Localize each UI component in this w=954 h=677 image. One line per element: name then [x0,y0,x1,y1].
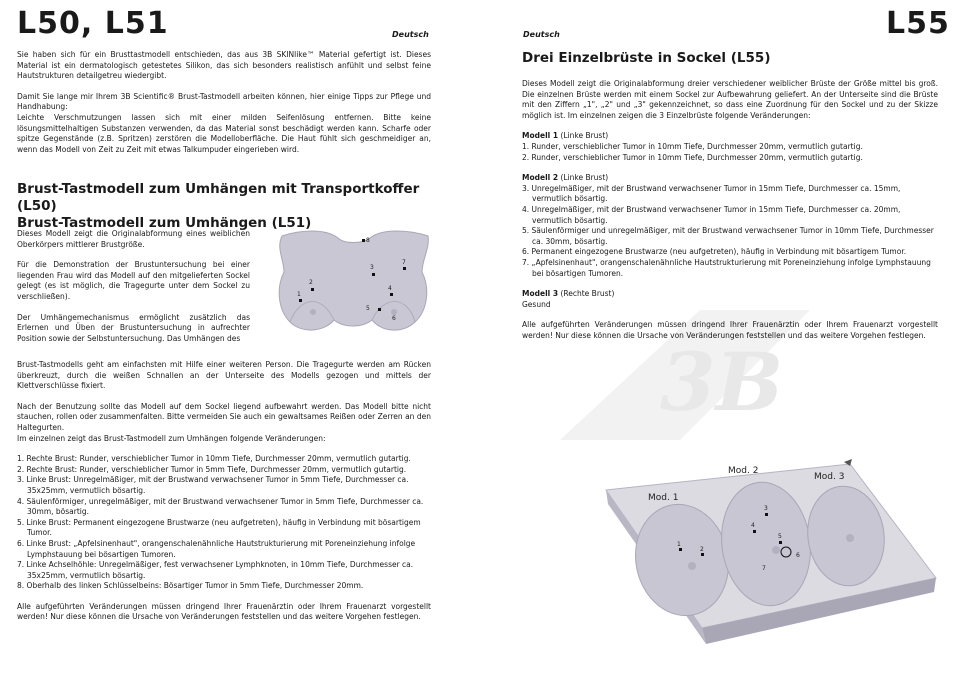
list-item: 6. Permanent eingezogene Brustwarze (neu aufgetreten), häufig in Verbindung mit bösartigem Tumor. [522,247,907,257]
page-title-left: L50, L51 [17,6,169,41]
model-1-side: (Linke Brust) [560,131,609,141]
model-1-title: Modell 1 [522,131,559,141]
list-item: 7. „Apfelsinenhaut", orangenschalenähnliche Hautstrukturierung mit Poreneinziehung infolge Lymphstauung bei bösartigen Tumoren. [522,257,931,278]
list-item: 4. Säulenförmiger, unregelmäßiger, mit der Brustwand verwachsener Tumor in 5mm Tiefe, Durchmesser ca. 30mm, bösartig. [17,496,424,517]
language-label-left: Deutsch [392,30,429,39]
list-item: 5. Linke Brust: Permanent eingezogene Brustwarze (neu aufgetreten), häufig in Verbindung mit bösartigem Tumor. [17,517,421,538]
nipple-model-3 [846,534,854,542]
list-item: 6. Linke Brust: „Apfelsinenhaut", orangenschalenähnliche Hautstrukturierung mit Poreneinziehung infolge Lymphstauung bei bösartigen Tumoren. [17,538,416,559]
changes-intro: Im einzelnen zeigt das Brust-Tastmodell zum Umhängen folgende Veränderungen: [17,433,326,443]
tray-label-1: 1 [677,541,681,548]
language-label-right: Deutsch [523,30,560,39]
torso-label-5: 5 [366,305,370,312]
torso-label-6: 6 [392,315,396,322]
model-2-list [522,184,938,279]
closing-paragraph-right: Alle aufgeführten Veränderungen müssen dringend Ihrer Frauenärztin oder Ihrem Frauenarzt vorgestellt werden! Nur diese können die Ursache von Veränderungen feststellen und das weitere Vorgehen festlegen. [522,320,938,340]
intro-paragraph-3: Leichte Verschmutzungen lassen sich mit einer milden Seifenlösung entfernen. Bitte keine lösungsmittelhaltigen Substanzen verwenden, da das Material sonst beschädigt werden kann. Scharfe oder spitze Gegenstände (z.B. Spritzen) zerstören die Modelloberfläche. Die Haut fühlt sich geschmeidiger an, wenn das Modell von Zeit zu Zeit mit etwas Talkumpuder eingerieben wird. [17,112,431,154]
list-item: 2. Rechte Brust: Runder, verschieblicher Tumor in 5mm Tiefe, Durchmesser 20mm, vermutlich gutartig. [17,464,407,474]
section-heading-left [17,181,437,232]
watermark-text: 3B [660,335,784,429]
torso-label-7: 7 [402,259,406,266]
tray-illustration [600,458,940,668]
intro-paragraph-2: Damit Sie lange mir Ihrem 3B Scientific® Brust-Tastmodell arbeiten können, hier einige Tipps zur Pflege und Handhabung: [17,91,431,112]
torso-label-8: 8 [366,237,370,244]
column-paragraph-3: Der Umhängemechanismus ermöglicht zusätzlich das Erlernen und Üben der Brustuntersuchung in aufrechter Position sowie der Selbstuntersuchung. Das Umhängen des [17,312,250,343]
list-item: 7. Linke Achselhöhle: Unregelmäßiger, fest verwachsener Lymphknoten, in 10mm Tiefe, Durchmesser ca. 35x25mm, vermutlich bösartig. [17,560,414,580]
column-paragraph-1: Dieses Modell zeigt die Originalabformung eines weiblichen Oberkörpers mittlerer Brustgröße. [17,229,250,249]
model-3-title: Modell 3 [522,289,559,299]
list-item: 2. Runder, verschieblicher Tumor in 10mm Tiefe, Durchmesser 20mm, vermutlich gutartig. [522,152,863,162]
list-item: 1. Rechte Brust: Runder, verschieblicher Tumor in 10mm Tiefe, Durchmesser 20mm, vermutlich gutartig. [17,454,411,464]
model-1-heading [522,131,938,142]
mod-1-label: Mod. 1 [648,493,679,503]
tray-label-7: 7 [762,565,766,572]
torso-label-3: 3 [370,264,374,271]
heading-l55: Drei Einzelbrüste in Sockel (L55) [522,50,771,66]
mod-3-label: Mod. 3 [814,472,845,482]
model-3-side: (Rechte Brust) [560,289,615,299]
heading-l50: Brust-Tastmodell zum Umhängen mit Transportkoffer (L50) [17,181,420,214]
list-item: 5. Säulenförmiger und unregelmäßiger, mit der Brustwand verwachsener Tumor in 10mm Tiefe, Durchmesser ca. 30mm, bösartig. [522,226,934,246]
closing-paragraph-left: Alle aufgeführten Veränderungen müssen dringend Ihrer Frauenärztin oder Ihrem Frauenarzt vorgestellt werden! Nur diese können die Ursache von Veränderungen feststellen und das weitere Vorgehen festlegen. [17,601,431,622]
torso-label-1: 1 [297,291,301,298]
nipple-model-2 [772,546,780,554]
page-title-right: L55 [886,6,950,41]
intro-block [17,50,431,155]
model-3-text: Gesund [522,299,551,309]
narrow-column [17,229,250,344]
model-1-list [522,142,938,163]
l55-intro: Dieses Modell zeigt die Originalabformung dreier verschiedener weiblicher Brüste der Größe mittel bis groß. Die einzelnen Brüste werden mit einem Sockel zur Aufbewahrung geliefert. An der Unterseite sind die Brüste mit den Ziffern „1", „2" und „3" gekennzeichnet, so dass eine Zuordnung für den Sockel und zu der Skizze möglich ist. Im einzelnen zeigen die 3 Einzelbrüste folgende Veränderungen: [522,79,938,120]
torso-shape [279,231,428,330]
heading-l51: Brust-Tastmodell zum Umhängen (L51) [17,215,312,231]
storage-paragraph: Nach der Benutzung sollte das Modell auf dem Sockel liegend aufbewahrt werden. Das Modell bitte nicht stauchen, rollen oder zusammenfalten. Bitte vermeiden Sie auch ein gewaltsames Reißen oder Zerren an den Haltegurten. [17,401,431,432]
model-3-heading [522,289,938,300]
torso-label-2: 2 [309,279,313,286]
list-item: 8. Oberhalb des linken Schlüsselbeins: Bösartiger Tumor in 5mm Tiefe, Durchmesser 20mm. [17,581,364,591]
tray-label-4: 4 [751,522,755,529]
changes-list-left [17,454,431,592]
tray-label-3: 3 [764,505,768,512]
model-2-heading [522,173,938,184]
torso-label-4: 4 [388,285,392,292]
column-paragraph-2: Für die Demonstration der Brustuntersuchung bei einer liegenden Frau wird das Modell auf den mitgelieferten Sockel gelegt (es ist möglich, die Tragegurte unter dem Sockel zu verschließen). [17,260,250,301]
nipple-model-1 [688,562,696,570]
torso-illustration [270,226,435,346]
list-item: 3. Linke Brust: Unregelmäßiger, mit der Brustwand verwachsener Tumor in 5mm Tiefe, Durchmesser ca. 35x25mm, vermutlich bösartig. [17,475,409,495]
model-2-title: Modell 2 [522,173,559,183]
intro-paragraph-1: Sie haben sich für ein Brusttastmodell entschieden, das aus 3B SKINlike™ Material gefertigt ist. Dieses Material ist ein dermatologisch getestetes Silikon, das sich besonders realistisch anfühlt und selbst feine Hautstrukturen detailgetreu wiedergibt. [17,50,431,81]
list-item: 3. Unregelmäßiger, mit der Brustwand verwachsener Tumor in 15mm Tiefe, Durchmesser ca. 15mm, vermutlich bösartig. [522,183,901,204]
tray-label-5: 5 [778,533,782,540]
continuation-paragraph: Brust-Tastmodells geht am einfachsten mit Hilfe einer weiteren Person. Die Tragegurte werden am Rücken überkreuzt, durch die weißen Schnallen an der Unterseite des Modells gezogen und mittels der Klettverschlüsse fixiert. [17,360,431,391]
right-content [522,50,938,341]
tray-label-2: 2 [700,546,704,553]
tray-label-6: 6 [796,552,800,559]
list-item: 4. Unregelmäßiger, mit der Brustwand verwachsener Tumor in 15mm Tiefe, Durchmesser ca. 20mm, vermutlich bösartig. [522,204,901,225]
main-text-left [17,360,431,623]
list-item: 1. Runder, verschieblicher Tumor in 10mm Tiefe, Durchmesser 20mm, vermutlich gutartig. [522,141,863,151]
nipple-right [310,309,316,315]
model-2-side: (Linke Brust) [560,173,609,183]
mod-2-label: Mod. 2 [728,466,759,476]
